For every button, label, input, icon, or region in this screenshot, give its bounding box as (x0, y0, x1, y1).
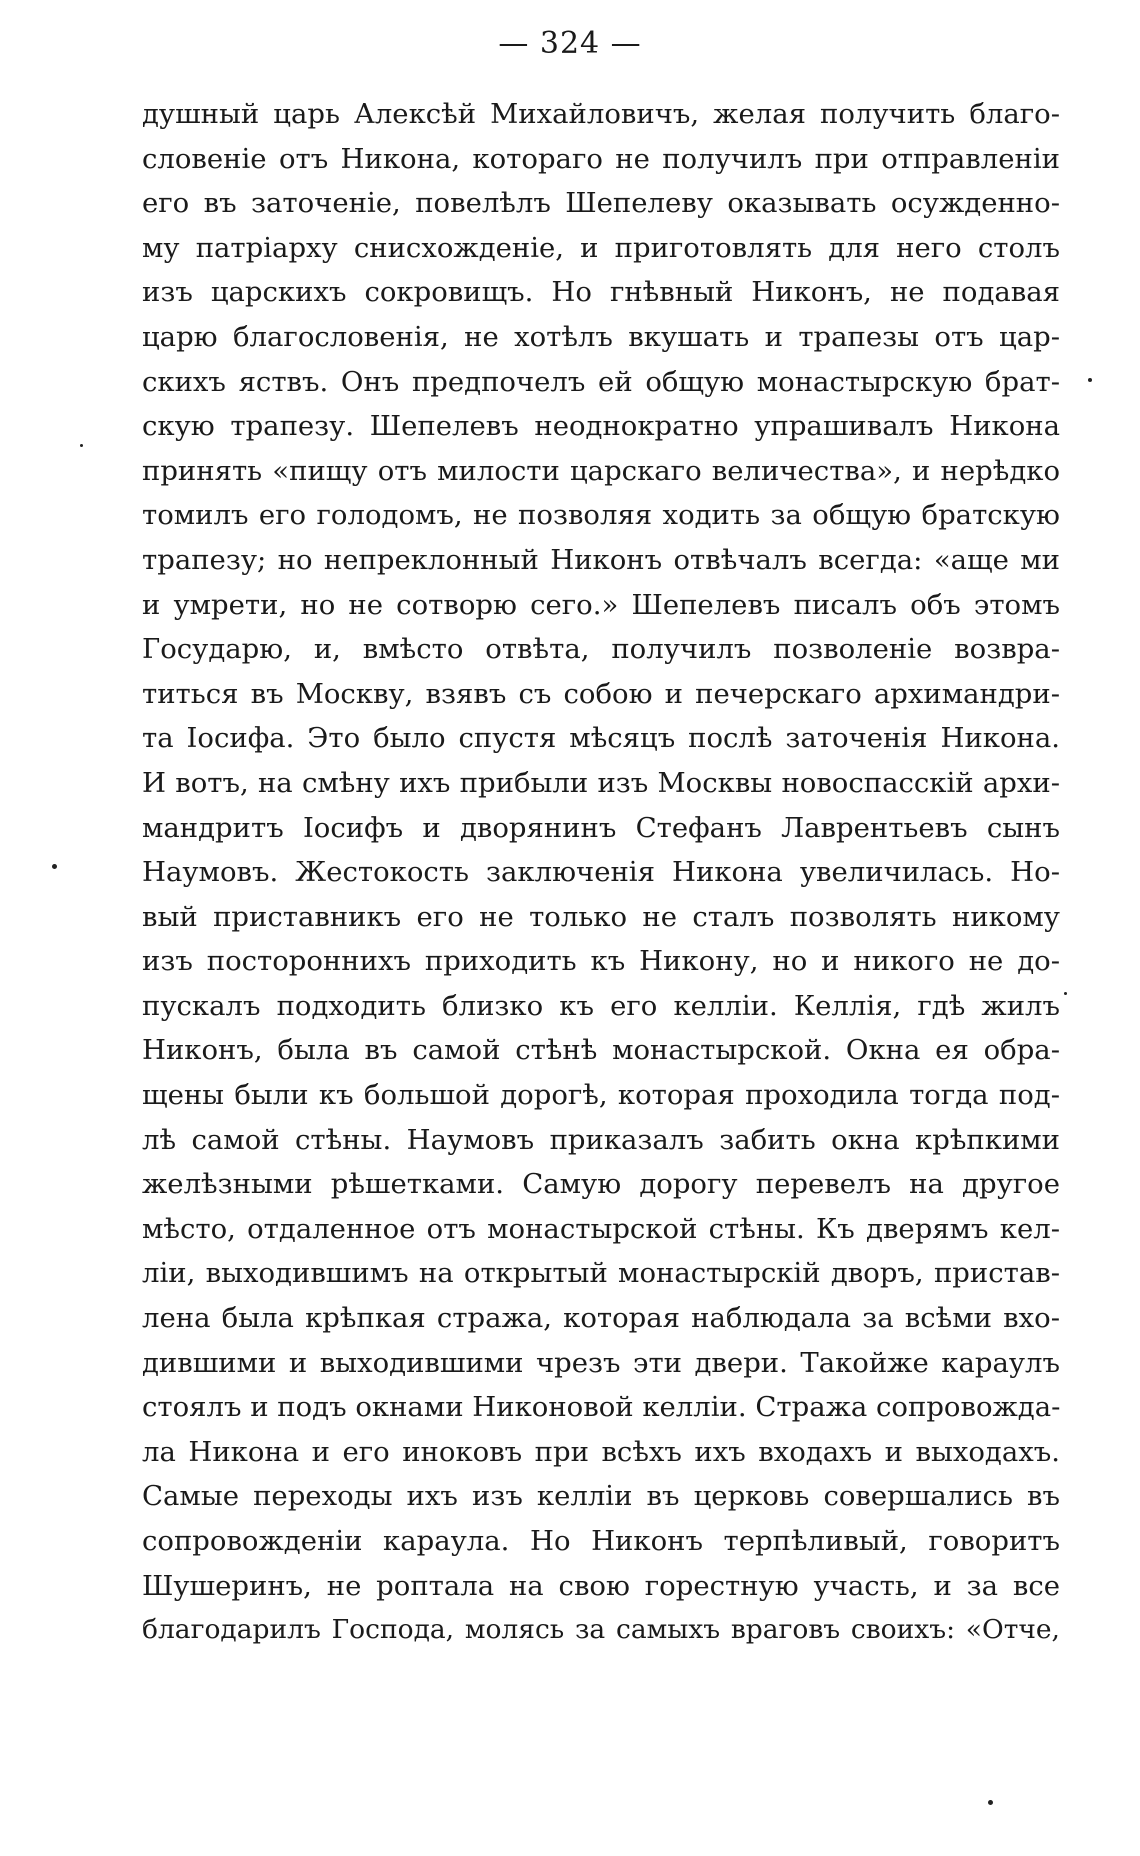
text-line-content: желѣзными рѣшетками. Самую дорогу перевелъ на другое (142, 1168, 1060, 1201)
text-line (142, 761, 1060, 806)
text-line-content: мѣсто, отдаленное отъ монастырской стѣны. Къ дверямъ кел- (142, 1212, 1060, 1245)
text-line (142, 1296, 1060, 1341)
text-line (142, 1385, 1060, 1430)
text-line-content: дившими и выходившими чрезъ эти двери. Такойже караулъ (142, 1346, 1060, 1379)
text-line (142, 1207, 1060, 1252)
text-line-content: душный царь Алексѣй Михайловичъ, желая получить благо- (142, 98, 1060, 130)
text-line (142, 627, 1060, 672)
text-line-content: Государю, и, вмѣсто отвѣта, получилъ позволеніе возвра- (142, 633, 1060, 666)
text-line (142, 270, 1060, 315)
print-speck (988, 1800, 993, 1805)
text-line (142, 1474, 1060, 1519)
text-line-content: Наумовъ. Жестокость заключенія Никона увеличилась. Но- (142, 856, 1060, 889)
text-line-content: Самые переходы ихъ изъ келліи въ церковь совершались въ (142, 1480, 1060, 1513)
text-line (142, 404, 1060, 449)
text-line (142, 226, 1060, 271)
text-line (142, 1430, 1060, 1475)
text-line (142, 806, 1060, 851)
text-line-content: ла Никона и его иноковъ при всѣхъ ихъ входахъ и выходахъ. (142, 1435, 1060, 1468)
text-line (142, 1251, 1060, 1296)
text-line-content: стоялъ и подъ окнами Никоновой келліи. Стража сопровожда- (142, 1391, 1061, 1424)
print-speck (52, 864, 57, 869)
text-line (142, 1608, 1060, 1653)
text-line-content: ліи, выходившимъ на открытый монастырскій дворъ, пристав- (142, 1257, 1060, 1290)
text-line (142, 1162, 1060, 1207)
text-line (142, 493, 1060, 538)
text-line-content: скихъ яствъ. Онъ предпочелъ ей общую монастырскую брат- (142, 365, 1060, 398)
text-line-content: та Іосифа. Это было спустя мѣсяцъ послѣ заточенія Никона. (142, 722, 1060, 755)
text-line-content: лѣ самой стѣны. Наумовъ приказалъ забить окна крѣпкими (142, 1123, 1060, 1156)
text-line-content: изъ царскихъ сокровищъ. Но гнѣвный Никонъ, не подавая (142, 276, 1060, 309)
text-line (142, 137, 1060, 182)
text-line (142, 449, 1060, 494)
text-line-content: Никонъ, была въ самой стѣнѣ монастырской. Окна ея обра- (142, 1034, 1060, 1067)
text-line-content: пускалъ подходить близко къ его келліи. Келлія, гдѣ жилъ (142, 989, 1060, 1022)
print-speck (80, 444, 83, 447)
body-text (142, 92, 1060, 1653)
text-line-content: царю благословенія, не хотѣлъ вкушать и трапезы отъ цар- (142, 320, 1060, 353)
text-line (142, 672, 1060, 717)
text-line (142, 1118, 1060, 1163)
text-line (142, 1519, 1060, 1564)
print-speck (1088, 378, 1092, 382)
text-line-content: Шушеринъ, не роптала на свою горестную участь, и за все (142, 1569, 1060, 1602)
text-line-content: и умрети, но не сотворю сего.» Шепелевъ писалъ объ этомъ (142, 588, 1060, 621)
text-line-content: принять «пищу отъ милости царскаго величества», и нерѣдко (142, 454, 1060, 487)
text-line (142, 583, 1060, 628)
text-line-content: изъ постороннихъ приходить къ Никону, но и никого не до- (142, 945, 1060, 978)
print-speck (1064, 992, 1067, 995)
text-line (142, 1564, 1060, 1609)
text-line (142, 92, 1060, 137)
text-line-content: мандритъ Іосифъ и дворянинъ Стефанъ Лаврентьевъ сынъ (142, 811, 1060, 844)
text-line-content: словеніе отъ Никона, котораго не получилъ при отправленіи (142, 142, 1060, 175)
text-line-content: скую трапезу. Шепелевъ неоднократно упрашивалъ Никона (142, 410, 1060, 443)
text-line-content: благодарилъ Господа, молясь за самыхъ враговъ своихъ: «Отче, (142, 1614, 1060, 1646)
text-line-content: му патріарху снисхожденіе, и приготовлять для него столъ (142, 231, 1060, 264)
text-line-content: щены были къ большой дорогѣ, которая проходила тогда под- (142, 1079, 1060, 1112)
text-line (142, 939, 1060, 984)
text-line-content: его въ заточеніе, повелѣлъ Шепелеву оказывать осужденно- (142, 187, 1060, 220)
text-line-content: сопровожденіи караула. Но Никонъ терпѣливый, говоритъ (142, 1525, 1060, 1557)
text-line-content: трапезу; но непреклонный Никонъ отвѣчалъ всегда: «аще ми (142, 543, 1060, 576)
text-line-content: томилъ его голодомъ, не позволяя ходить за общую братскую (142, 499, 1060, 532)
text-line (142, 850, 1060, 895)
text-line-content: лена была крѣпкая стража, которая наблюдала за всѣми вхо- (142, 1302, 1060, 1335)
text-line (142, 315, 1060, 360)
text-line (142, 1341, 1060, 1386)
text-line (142, 984, 1060, 1029)
page-number: — 324 — (498, 26, 642, 61)
text-line (142, 360, 1060, 405)
text-line (142, 1073, 1060, 1118)
text-line (142, 716, 1060, 761)
text-line (142, 538, 1060, 583)
text-line-content: И вотъ, на смѣну ихъ прибыли изъ Москвы новоспасскій архи- (142, 766, 1060, 799)
text-line (142, 895, 1060, 940)
text-line (142, 181, 1060, 226)
text-line (142, 1028, 1060, 1073)
text-line-content: титься въ Москву, взявъ съ собою и печерскаго архимандри- (142, 677, 1060, 710)
text-line-content: вый приставникъ его не только не сталъ позволять никому (142, 900, 1060, 933)
